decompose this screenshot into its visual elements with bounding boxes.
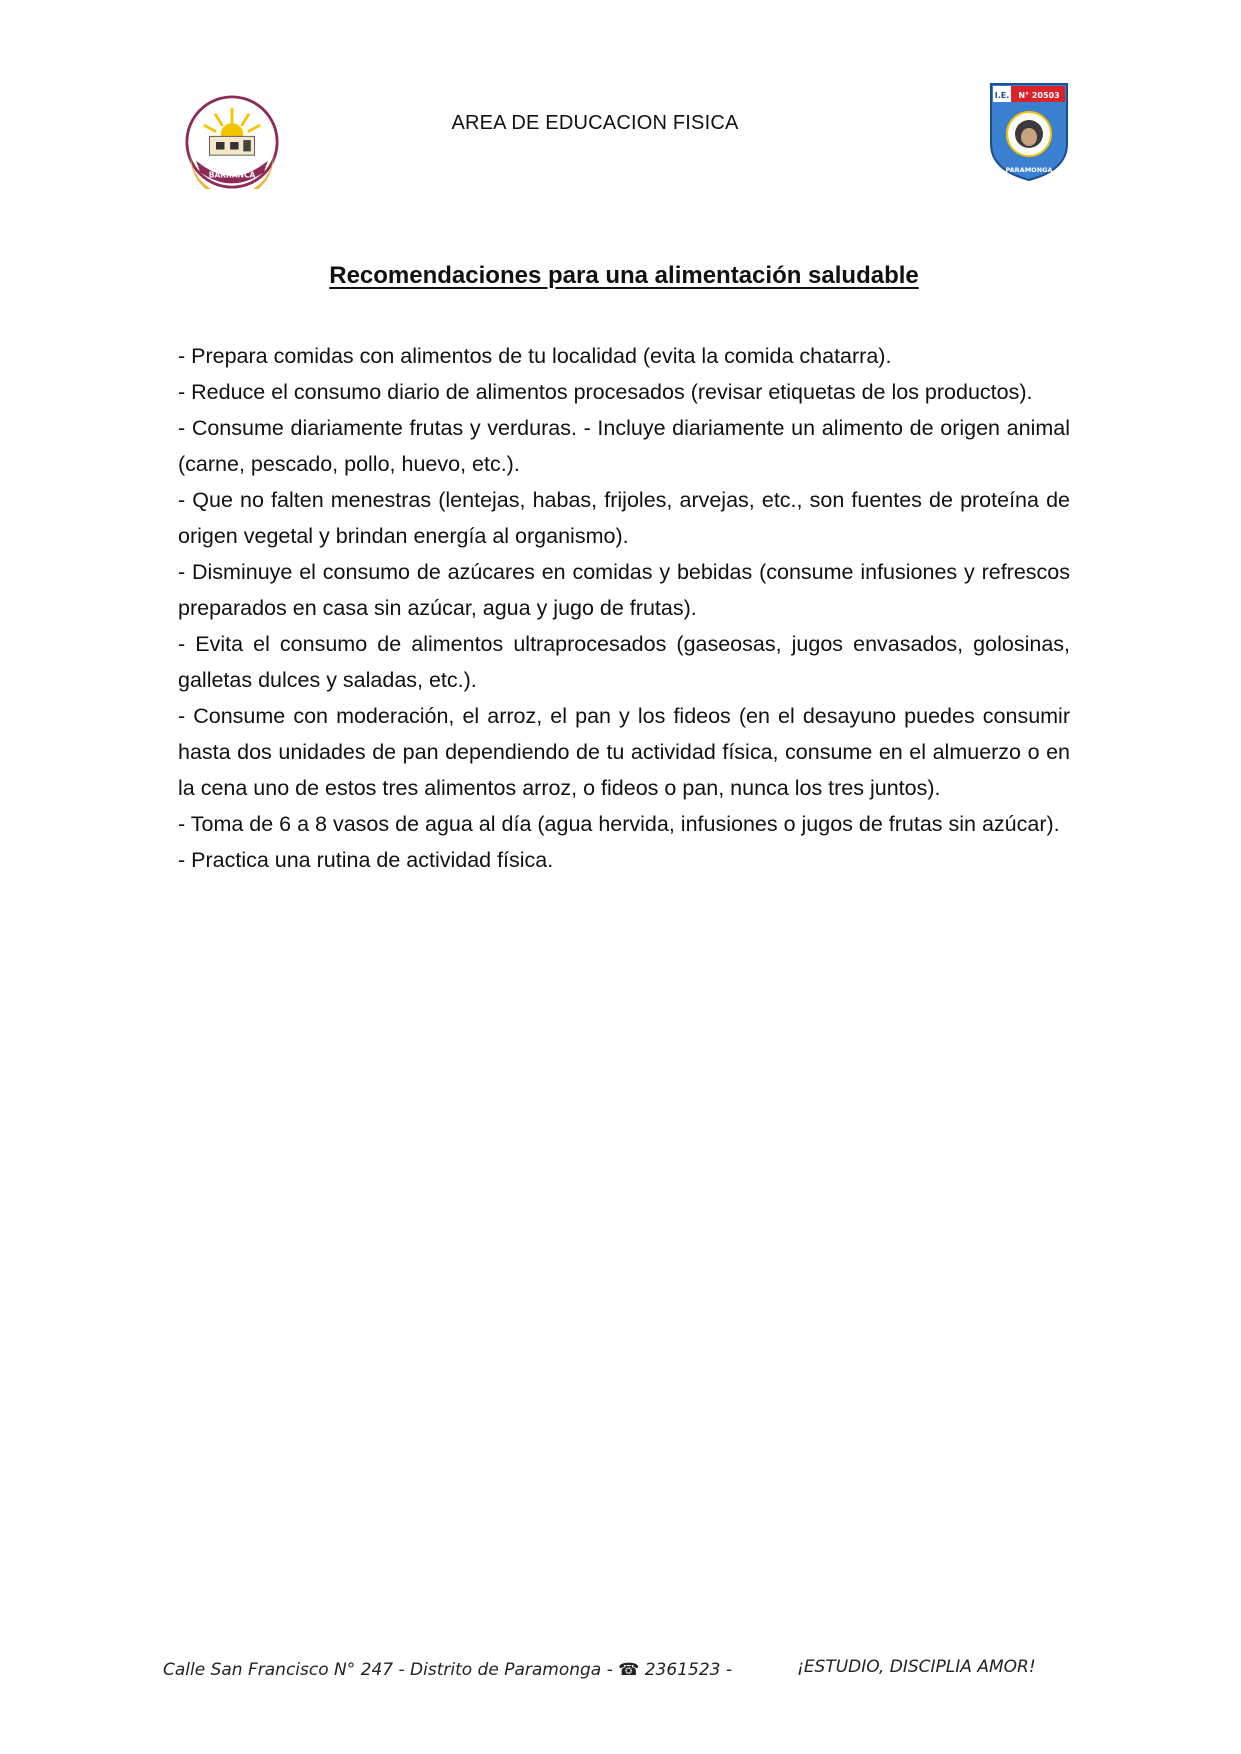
- recommendation-item: - Reduce el consumo diario de alimentos procesados (revisar etiquetas de los productos).: [178, 380, 1033, 404]
- footer-separator: -: [726, 1660, 733, 1680]
- area-title: AREA DE EDUCACION FISICA: [451, 112, 739, 134]
- recommendation-item: - Evita el consumo de alimentos ultraprocesados (gaseosas, jugos envasados, golosinas, galletas dulces y saladas, etc.).: [178, 632, 1070, 692]
- footer-motto: ¡ESTUDIO, DISCIPLIA AMOR!: [797, 1657, 1036, 1677]
- recommendation-item: - Practica una rutina de actividad física.: [178, 848, 554, 872]
- svg-text:BARRANCA: BARRANCA: [208, 170, 256, 180]
- recommendation-item: - Toma de 6 a 8 vasos de agua al día (agua hervida, infusiones o jugos de frutas sin azúcar).: [178, 812, 1060, 836]
- recommendation-item: - Que no falten menestras (lentejas, habas, frijoles, arvejas, etc., son fuentes de proteína de origen vegetal y brindan energía al organismo).: [178, 488, 1070, 548]
- svg-text:PARAMONGA: PARAMONGA: [1005, 166, 1053, 174]
- svg-text:N° 20503: N° 20503: [1018, 91, 1060, 100]
- recommendation-item: - Disminuye el consumo de azúcares en comidas y bebidas (consume infusiones y refrescos preparados en casa sin azúcar, agua y jugo de frutas).: [178, 560, 1070, 620]
- recommendation-item: - Consume diariamente frutas y verduras. - Incluye diariamente un alimento de origen animal (carne, pescado, pollo, huevo, etc.).: [178, 416, 1070, 476]
- recommendation-item: - Prepara comidas con alimentos de tu localidad (evita la comida chatarra).: [178, 344, 892, 368]
- recommendation-item: - Consume con moderación, el arroz, el pan y los fideos (en el desayuno puedes consumir hasta dos unidades de pan dependiendo de tu actividad física, consume en el almuerzo o en la cena uno de estos tres alimentos arroz, o fideos o pan, nunca los tres juntos).: [178, 704, 1070, 800]
- recommendations-list: [178, 338, 1070, 878]
- ugel-barranca-logo-icon: [185, 95, 279, 189]
- school-crest-icon: [989, 82, 1069, 182]
- footer-address: Calle San Francisco N° 247 - Distrito de Paramonga - ☎ 2361523: [163, 1660, 721, 1680]
- document-title: Recomendaciones para una alimentación saludable: [329, 262, 919, 289]
- svg-text:I.E.: I.E.: [994, 91, 1010, 100]
